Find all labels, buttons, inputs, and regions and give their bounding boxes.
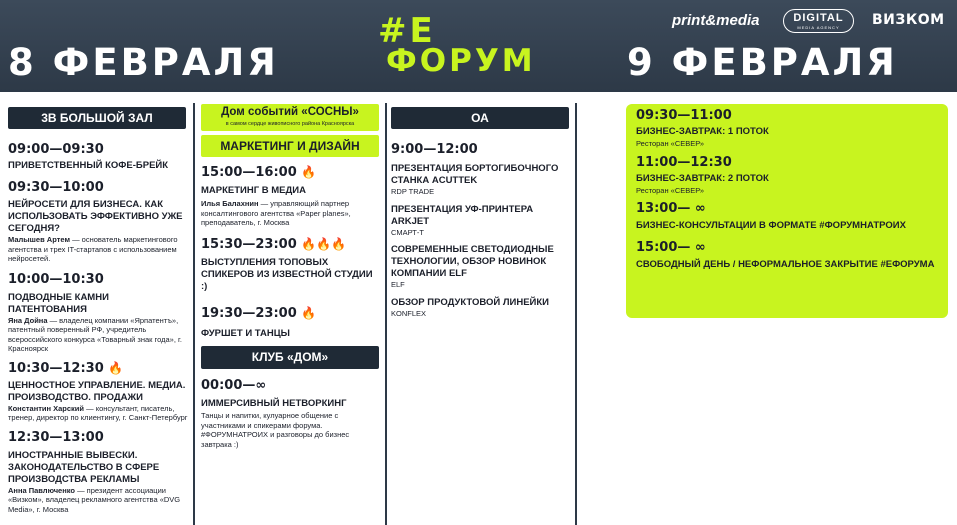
forum-title: ФОРУМ [386,43,536,79]
venue-name: Дом событий «СОСНЫ» [221,106,359,118]
event-company: СМАРТ-Т [391,227,424,237]
header-banner [0,0,957,92]
divider [575,103,577,525]
divider [193,103,195,525]
oa-heading: ОА [391,107,569,129]
event-title: ПРИВЕТСТВЕННЫЙ КОФЕ-БРЕЙК [8,160,169,171]
event-time: 9:00—12:00 [391,142,478,157]
event-company: ELF [391,280,405,289]
fire-icon: 🔥 [108,360,124,375]
fire-icon: 🔥🔥🔥 [301,236,347,251]
event-title: ПОДВОДНЫЕ КАМНИ ПАТЕНТОВАНИЯ [8,291,109,315]
event-company: RDP TRADE [391,187,435,196]
fire-icon: 🔥 [301,165,317,179]
event-title: ВЫСТУПЛЕНИЯ ТОПОВЫХ СПИКЕРОВ ИЗ ИЗВЕСТНОЙ СТУДИИ :) [201,256,373,292]
event-time: 19:30—23:00 🔥 [201,305,317,321]
club-heading: КЛУБ «ДОМ» [201,346,379,369]
event-time: 11:00—12:30 [636,154,732,170]
event-title: ЦЕННОСТНОЕ УПРАВЛЕНИЕ. МЕДИА. ПРОИЗВОДСТВО. ПРОДАЖИ [8,379,186,403]
vizkom-logo: ВИЗКОМ [872,12,945,28]
event-desc: Илья Балахнин — управляющий партнер консалтингового агентства «Paper planes», преподаватель, г. Москва [201,199,351,227]
event-title: МАРКЕТИНГ В МЕДИА [201,185,306,196]
event-title: СВОБОДНЫЙ ДЕНЬ / НЕФОРМАЛЬНОЕ ЗАКРЫТИЕ #ЕФОРУМА [636,259,935,270]
event-title: ПРЕЗЕНТАЦИЯ УФ-ПРИНТЕРА ARKJET [391,203,534,227]
event-time: 15:30—23:00 🔥🔥🔥 [201,236,347,252]
forum-hash: #Е [378,11,436,51]
event-time: 09:00—09:30 [8,142,104,157]
event-time: 00:00—∞ [201,378,267,393]
digital-logo-text: DIGITAL [793,12,844,24]
event-title: БИЗНЕС-КОНСУЛЬТАЦИИ В ФОРМАТЕ #ФОРУМНАТРОИХ [636,220,906,231]
day2-panel [626,104,948,318]
event-title: ОБЗОР ПРОДУКТОВОЙ ЛИНЕЙКИ [391,296,549,308]
event-desc: Константин Харский — консультант, писатель, тренер, директор по клиентингу, г. Санкт-Петербург [8,403,188,422]
date-left: 8 ФЕВРАЛЯ [8,41,279,84]
event-place: Ресторан «СЕВЕР» [636,185,705,195]
col3-schedule [391,142,571,318]
event-title: НЕЙРОСЕТИ ДЛЯ БИЗНЕСА. КАК ИСПОЛЬЗОВАТЬ ЭФФЕКТИВНО УЖЕ СЕГОДНЯ? [8,199,183,234]
hall-heading: 3В БОЛЬШОЙ ЗАЛ [8,107,186,129]
event-desc: Яна Дойна — владелец компании «Ярпатентъ», патентный поверенный РФ, учредитель всероссийского конкурса «Товарный знак года», г. Красноярск [8,315,182,353]
event-title: БИЗНЕС-ЗАВТРАК: 2 ПОТОК [636,172,769,184]
event-title: ИММЕРСИВНЫЙ НЕТВОРКИНГ [201,398,347,409]
event-time: 10:00—10:30 [8,271,104,287]
digital-logo-sub: MEDIA AGENCY [797,25,840,30]
event-time: 15:00—16:00 🔥 [201,165,317,180]
event-title: ФУРШЕТ И ТАНЦЫ [201,327,290,339]
col1-schedule [8,142,188,514]
event-title: БИЗНЕС-ЗАВТРАК: 1 ПОТОК [636,126,769,137]
event-place: Ресторан «СЕВЕР» [636,139,705,148]
event-title: ИНОСТРАННЫЕ ВЫВЕСКИ. ЗАКОНОДАТЕЛЬСТВО В СФЕРЕ ПРОИЗВОДСТВА РЕКЛАМЫ [8,449,160,485]
event-time: 12:30—13:00 [8,429,104,445]
event-time: 15:00— ∞ [636,240,706,255]
event-desc: Анна Павлюченко — президент ассоциации «Визком», владелец рекламного агентства «DVG Media», г. Москва [8,485,181,514]
club-schedule [201,378,381,449]
event-time: 09:30—11:00 [636,108,732,123]
event-desc: Малышев Артем — основатель маркетингового агентства и трех IT-стартапов с использованием нейросетей. [8,235,178,263]
col2-schedule [201,164,381,340]
venue-sub: в самом сердце живописного района Красноярска [225,121,355,127]
printmedia-logo: print&media [672,12,760,29]
day2-schedule [636,108,936,271]
event-title: СОВРЕМЕННЫЕ СВЕТОДИОДНЫЕ ТЕХНОЛОГИИ, ОБЗОР НОВИНОК КОМПАНИИ ELF [391,244,554,279]
event-time: 09:30—10:00 [8,180,104,195]
track-heading: МАРКЕТИНГ И ДИЗАЙН [201,135,379,157]
divider [385,103,387,525]
event-time: 13:00— ∞ [636,201,706,216]
date-right: 9 ФЕВРАЛЯ [627,41,898,84]
venue-heading [201,104,379,131]
event-time: 10:30—12:30 🔥 [8,360,124,376]
fire-icon: 🔥 [301,305,317,320]
event-desc: Танцы и напитки, кулуарное общение с участниками и спикерами форума. #ФОРУМНАТРОИХ и разговоры до бизнес завтрака :) [201,411,350,449]
event-title: ПРЕЗЕНТАЦИЯ БОРТОГИБОЧНОГО СТАНКА ACUTTEK [391,163,559,186]
digital-logo [783,9,854,33]
event-company: KONFLEX [391,308,427,318]
